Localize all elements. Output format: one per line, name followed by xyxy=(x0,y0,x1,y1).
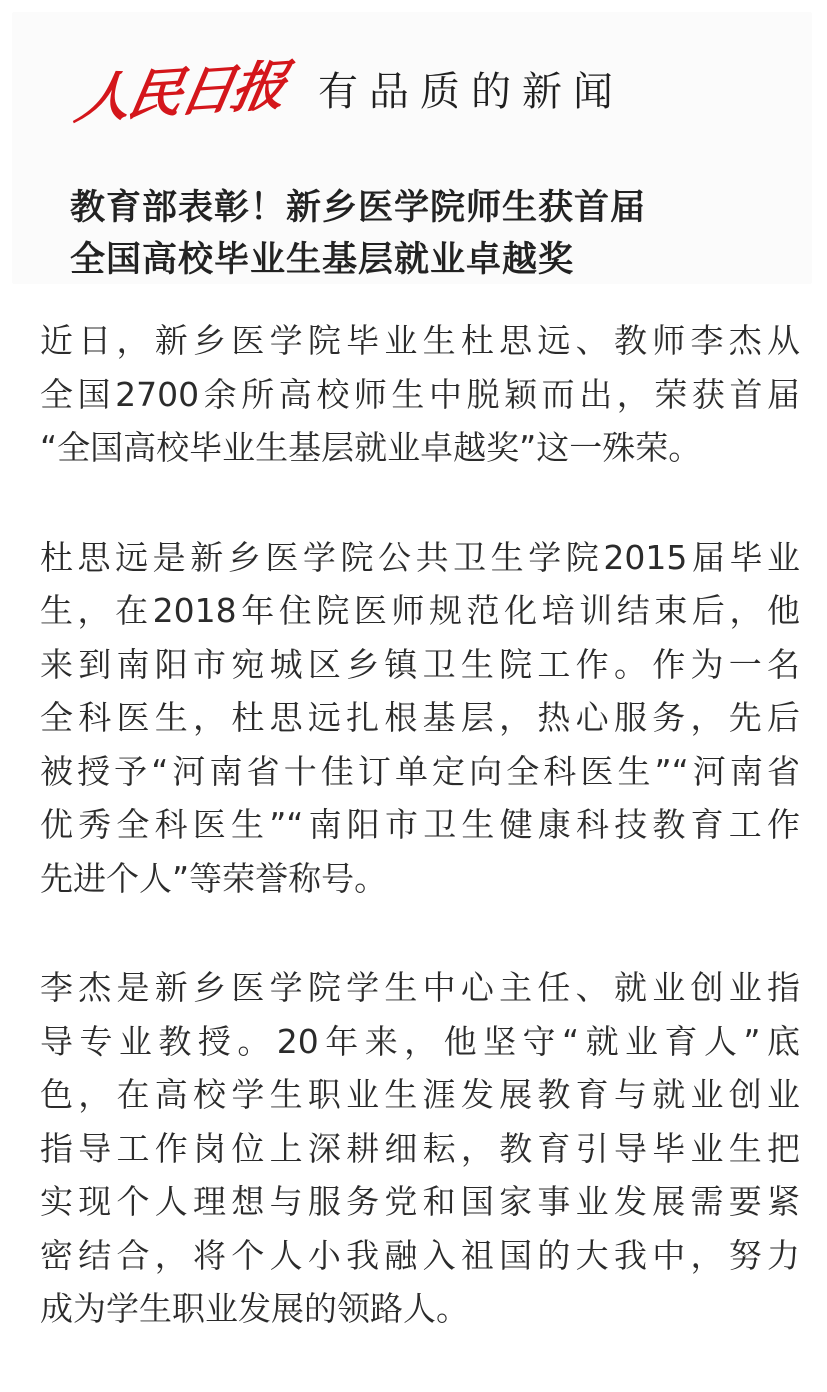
paragraph-1 xyxy=(40,314,800,475)
text-line: 导专业教授。20年来，他坚守“就业育人”底 xyxy=(40,1021,800,1061)
text-line: 李杰是新乡医学院学生中心主任、就业创业指 xyxy=(40,968,800,1007)
text-line: 实现个人理想与服务党和国家事业发展需要紧 xyxy=(40,1182,800,1221)
text-line: 全国2700余所高校师生中脱颖而出，荣获首届 xyxy=(40,374,800,414)
text-line: 生，在2018年住院医师规范化培训结束后，他 xyxy=(40,591,800,630)
masthead-slogan: 有品质的新闻 xyxy=(318,69,624,115)
text-line: 成为学生职业发展的领路人。 xyxy=(40,1289,469,1328)
text-line: 全科医生，杜思远扎根基层，热心服务，先后 xyxy=(40,698,800,737)
peoples-daily-logo: 人民日报 xyxy=(70,52,290,132)
headline-line: 教育部表彰！新乡医学院师生获首届 xyxy=(70,188,647,228)
paragraph-3 xyxy=(40,961,800,1336)
text-line: 被授予“河南省十佳订单定向全科医生”“河南省 xyxy=(40,751,800,791)
header-card xyxy=(12,12,812,284)
article-body xyxy=(40,314,800,1392)
text-line: 先进个人”等荣誉称号。 xyxy=(40,858,388,898)
text-line: 指导工作岗位上深耕细耘，教育引导毕业生把 xyxy=(40,1128,800,1168)
text-line: 色，在高校学生职业生涯发展教育与就业创业 xyxy=(40,1075,800,1114)
headline-line: 全国高校毕业生基层就业卓越奖 xyxy=(70,240,575,280)
text-line: “全国高校毕业生基层就业卓越奖”这一殊荣。 xyxy=(40,428,702,467)
text-line: 杜思远是新乡医学院公共卫生学院2015届毕业 xyxy=(40,537,800,577)
paragraph-2 xyxy=(40,531,800,906)
text-line: 优秀全科医生”“南阳市卫生健康科技教育工作 xyxy=(40,805,800,844)
text-line: 密结合，将个人小我融入祖国的大我中，努力 xyxy=(40,1235,800,1275)
article-headline xyxy=(70,182,810,286)
text-line: 来到南阳市宛城区乡镇卫生院工作。作为一名 xyxy=(40,644,800,684)
masthead xyxy=(70,50,624,134)
text-line: 近日，新乡医学院毕业生杜思远、教师李杰从 xyxy=(40,321,800,360)
